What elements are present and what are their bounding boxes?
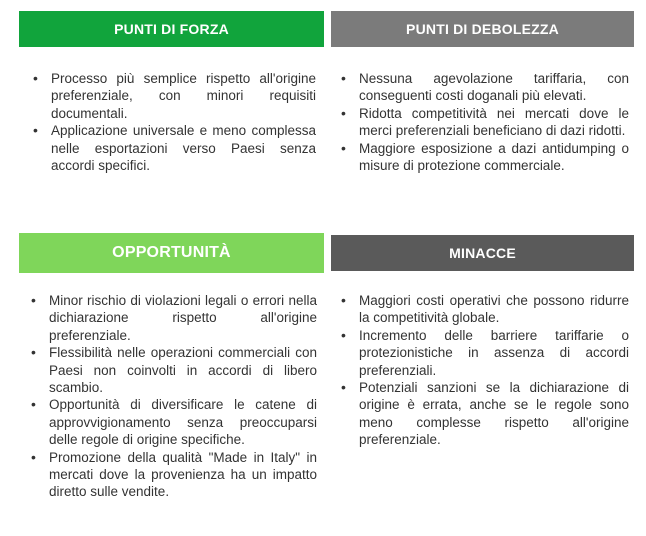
weaknesses-list (359, 70, 629, 174)
strengths-list (51, 70, 316, 174)
opportunities-header (19, 233, 324, 273)
threats-item: • Incremento delle barriere tariffarie o protezionistiche in assenza di accordi preferenziali. (359, 327, 629, 379)
threats-header (331, 235, 634, 271)
opportunities-item: • Flessibilità nelle operazioni commerciali con Paesi non coinvolti in accordi di libero scambio. (49, 344, 317, 396)
opportunities-title: OPPORTUNITÀ (112, 244, 231, 261)
strengths-title: PUNTI DI FORZA (114, 21, 229, 37)
weaknesses-title: PUNTI DI DEBOLEZZA (406, 21, 559, 37)
threats-title: MINACCE (449, 245, 516, 261)
strengths-header (19, 11, 324, 47)
weaknesses-header (331, 11, 634, 47)
strengths-item: • Applicazione universale e meno complessa nelle esportazioni verso Paesi senza accordi specifici. (51, 122, 316, 174)
strengths-item: • Processo più semplice rispetto all'origine preferenziale, con minori requisiti documentali. (51, 70, 316, 122)
threats-item: • Maggiori costi operativi che possono ridurre la competitività globale. (359, 292, 629, 327)
threats-list (359, 292, 629, 449)
weaknesses-item: • Nessuna agevolazione tariffaria, con conseguenti costi doganali più elevati. (359, 70, 629, 105)
weaknesses-item: • Ridotta competitività nei mercati dove le merci preferenziali beneficiano di dazi ridotti. (359, 105, 629, 140)
threats-item: • Potenziali sanzioni se la dichiarazione di origine è errata, anche se le regole sono meno complesse rispetto all'origine preferenziale. (359, 379, 629, 449)
opportunities-item: • Minor rischio di violazioni legali o errori nella dichiarazione rispetto all'origine preferenziale. (49, 292, 317, 344)
opportunities-item: • Opportunità di diversificare le catene di approvvigionamento senza preoccuparsi delle regole di origine specifiche. (49, 396, 317, 448)
opportunities-item: • Promozione della qualità "Made in Italy" in mercati dove la provenienza ha un impatto diretto sulle vendite. (49, 449, 317, 501)
weaknesses-item: • Maggiore esposizione a dazi antidumping o misure di protezione commerciale. (359, 140, 629, 175)
opportunities-list (49, 292, 317, 501)
